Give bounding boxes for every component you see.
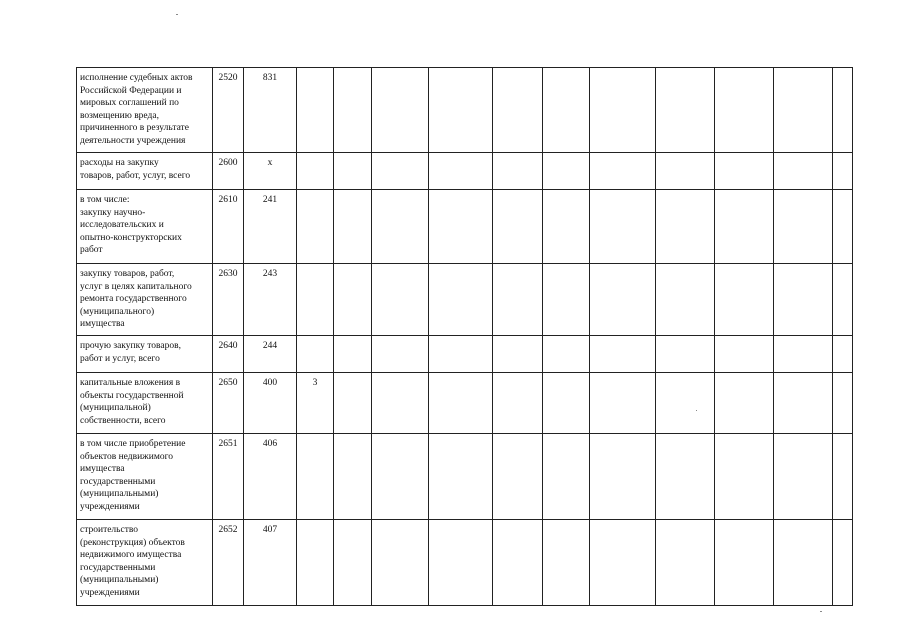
value-cell <box>372 336 429 373</box>
value-cell <box>774 434 833 520</box>
row-kbk: 407 <box>244 520 297 606</box>
row-kbk: 406 <box>244 434 297 520</box>
value-cell <box>297 434 334 520</box>
value-cell <box>656 190 715 264</box>
value-cell <box>493 190 543 264</box>
value-cell <box>334 373 372 434</box>
value-cell <box>429 153 493 190</box>
value-cell <box>372 373 429 434</box>
value-cell <box>372 190 429 264</box>
row-kbk: 400 <box>244 373 297 434</box>
row-description <box>77 336 213 373</box>
value-cell <box>543 434 590 520</box>
value-cell <box>334 68 372 153</box>
value-cell <box>334 434 372 520</box>
row-code: 2650 <box>213 373 244 434</box>
row-description-text: в том числе приобретение объектов недвижимого имущества государственными (муниципальными) учреждениями <box>80 439 186 512</box>
value-cell <box>833 153 853 190</box>
value-cell <box>334 153 372 190</box>
row-description-text: капитальные вложения в объекты государственной (муниципальной) собственности, всего <box>80 378 184 426</box>
row-kbk: x <box>244 153 297 190</box>
value-cell <box>590 373 656 434</box>
value-cell <box>493 434 543 520</box>
value-cell <box>715 68 774 153</box>
row-description-text: прочую закупку товаров, работ и услуг, всего <box>80 341 181 364</box>
row-description <box>77 68 213 153</box>
row-kbk: 241 <box>244 190 297 264</box>
table-row <box>77 264 853 336</box>
row-description <box>77 153 213 190</box>
value-cell <box>297 68 334 153</box>
value-cell <box>429 68 493 153</box>
value-cell <box>715 520 774 606</box>
row-description-text: закупку товаров, работ, услуг в целях капитального ремонта государственного (муниципального) имущества <box>80 269 192 329</box>
value-cell <box>656 434 715 520</box>
table-row <box>77 190 853 264</box>
row-kbk: 831 <box>244 68 297 153</box>
table-row <box>77 336 853 373</box>
row-description-text: строительство (реконструкция) объектов недвижимого имущества государственными (муниципальными) учреждениями <box>80 525 185 598</box>
value-cell <box>297 190 334 264</box>
row-description <box>77 190 213 264</box>
value-cell <box>833 336 853 373</box>
value-cell <box>774 190 833 264</box>
value-cell <box>372 434 429 520</box>
value-cell <box>297 264 334 336</box>
value-cell <box>590 520 656 606</box>
value-cell <box>493 264 543 336</box>
value-cell <box>774 153 833 190</box>
value-cell <box>656 520 715 606</box>
value-cell <box>334 190 372 264</box>
value-cell <box>656 336 715 373</box>
value-cell <box>833 434 853 520</box>
value-cell <box>429 336 493 373</box>
value-cell <box>429 434 493 520</box>
value-cell <box>590 336 656 373</box>
value-cell <box>493 153 543 190</box>
value-cell <box>493 336 543 373</box>
scan-speck <box>176 14 178 15</box>
value-cell <box>543 190 590 264</box>
value-cell <box>715 336 774 373</box>
value-cell <box>372 68 429 153</box>
value-cell <box>334 520 372 606</box>
value-cell <box>493 520 543 606</box>
value-cell <box>429 520 493 606</box>
value-cell <box>715 153 774 190</box>
value-cell <box>543 336 590 373</box>
row-kbk: 243 <box>244 264 297 336</box>
value-cell <box>656 68 715 153</box>
row-code: 2640 <box>213 336 244 373</box>
value-cell <box>833 373 853 434</box>
value-cell <box>334 336 372 373</box>
value-cell <box>715 264 774 336</box>
value-cell <box>715 190 774 264</box>
value-cell <box>656 153 715 190</box>
scan-speck <box>820 611 822 612</box>
table-row <box>77 520 853 606</box>
value-cell <box>372 520 429 606</box>
value-cell: 3 <box>297 373 334 434</box>
value-cell <box>833 264 853 336</box>
value-cell <box>590 153 656 190</box>
row-description-text: расходы на закупку товаров, работ, услуг, всего <box>80 158 191 181</box>
value-cell <box>833 520 853 606</box>
row-description <box>77 373 213 434</box>
row-code: 2651 <box>213 434 244 520</box>
value-cell <box>543 153 590 190</box>
value-cell <box>590 68 656 153</box>
row-code: 2630 <box>213 264 244 336</box>
value-cell <box>774 264 833 336</box>
value-cell <box>543 520 590 606</box>
table-row <box>77 68 853 153</box>
value-cell <box>297 336 334 373</box>
value-cell <box>774 373 833 434</box>
value-cell <box>590 434 656 520</box>
row-description <box>77 434 213 520</box>
value-cell <box>833 68 853 153</box>
value-cell <box>774 68 833 153</box>
row-description-text: исполнение судебных актов Российской Федерации и мировых соглашений по возмещению вреда, причиненного в результате деятельности учреждения <box>80 73 193 146</box>
value-cell <box>543 68 590 153</box>
row-code: 2610 <box>213 190 244 264</box>
value-cell <box>372 153 429 190</box>
value-cell <box>429 190 493 264</box>
table-row <box>77 153 853 190</box>
value-cell <box>833 190 853 264</box>
table-row <box>77 434 853 520</box>
value-cell <box>543 373 590 434</box>
row-kbk: 244 <box>244 336 297 373</box>
row-description-text: в том числе: закупку научно- исследовательских и опытно-конструкторских работ <box>80 195 182 255</box>
value-cell <box>543 264 590 336</box>
value-cell <box>493 373 543 434</box>
value-cell <box>656 373 715 434</box>
value-cell <box>774 336 833 373</box>
value-cell <box>590 190 656 264</box>
value-cell <box>493 68 543 153</box>
row-code: 2600 <box>213 153 244 190</box>
scan-speck <box>696 410 697 411</box>
row-code: 2520 <box>213 68 244 153</box>
financial-plan-table <box>76 67 853 606</box>
value-cell <box>334 264 372 336</box>
value-cell <box>715 373 774 434</box>
value-cell <box>297 153 334 190</box>
value-cell <box>372 264 429 336</box>
row-description <box>77 520 213 606</box>
row-description <box>77 264 213 336</box>
value-cell <box>590 264 656 336</box>
table-body <box>77 68 853 606</box>
value-cell <box>774 520 833 606</box>
value-cell <box>429 264 493 336</box>
value-cell <box>429 373 493 434</box>
value-cell <box>297 520 334 606</box>
row-code: 2652 <box>213 520 244 606</box>
value-cell <box>715 434 774 520</box>
table-row <box>77 373 853 434</box>
value-cell <box>656 264 715 336</box>
